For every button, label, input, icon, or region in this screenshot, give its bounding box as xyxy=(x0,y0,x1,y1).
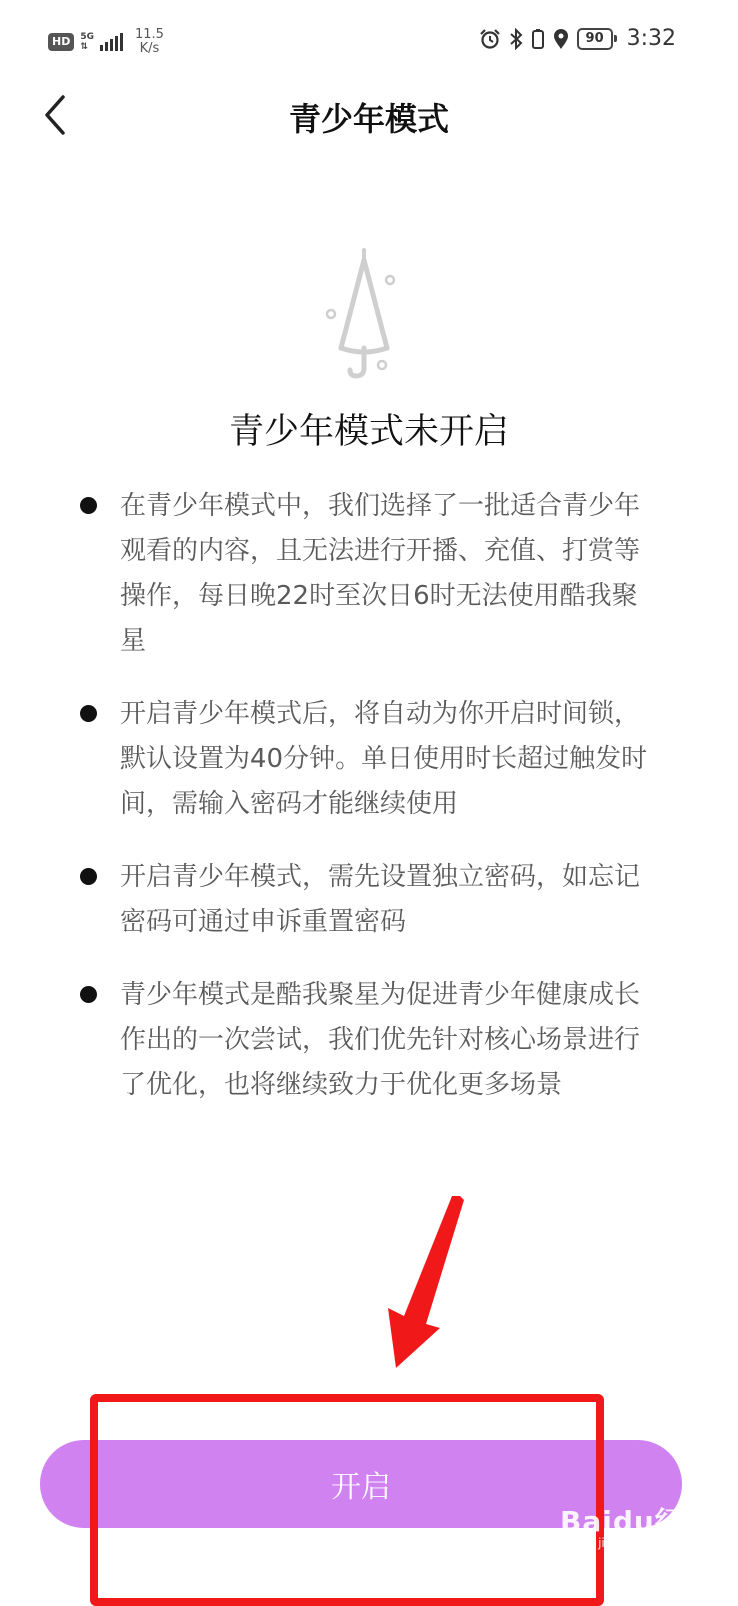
list-item xyxy=(78,484,658,664)
bullet-icon xyxy=(80,705,97,722)
data-arrows-icon: ⇅ xyxy=(80,42,88,52)
list-item-text: 在青少年模式中，我们选择了一批适合青少年观看的内容，且无法进行开播、充值、打赏等操作，每日晚22时至次日6时无法使用酷我聚星 xyxy=(120,491,641,656)
location-icon xyxy=(553,28,569,50)
network-type: 5G xyxy=(80,32,94,42)
bullet-icon xyxy=(80,497,97,514)
mode-status-title: 青少年模式未开启 xyxy=(228,412,509,452)
bullet-icon xyxy=(80,868,97,885)
list-item-text: 开启青少年模式后，将自动为你开启时间锁，默认设置为40分钟。单日使用时长超过触发时间，需输入密码才能继续使用 xyxy=(120,699,648,819)
list-item xyxy=(78,973,658,1108)
annotation-arrow-icon xyxy=(380,1192,470,1368)
page-title: 青少年模式 xyxy=(288,100,449,138)
network-speed xyxy=(135,28,164,56)
umbrella-icon xyxy=(318,246,402,382)
status-left xyxy=(48,28,164,56)
status-right xyxy=(479,26,676,51)
signal-icon xyxy=(100,33,123,51)
speed-unit: K/s xyxy=(139,41,160,56)
list-item-text: 青少年模式是酷我聚星为促进青少年健康成长作出的一次尝试，我们优先针对核心场景进行了优化，也将继续致力于优化更多场景 xyxy=(120,980,641,1100)
bluetooth-icon xyxy=(509,28,523,50)
list-item-text: 开启青少年模式，需先设置独立密码，如忘记密码可通过申诉重置密码 xyxy=(120,862,641,937)
network-indicator xyxy=(80,32,94,52)
watermark-brand: Baidu经验 xyxy=(560,1505,713,1538)
battery-icon xyxy=(577,28,613,50)
battery-level: 90 xyxy=(585,31,604,46)
alarm-icon xyxy=(479,28,501,50)
status-bar xyxy=(0,0,738,84)
vibrate-battery-icon xyxy=(531,28,545,50)
watermark-site: jingyan.baidu.com xyxy=(598,1536,709,1550)
list-item xyxy=(78,855,658,945)
header xyxy=(0,84,738,148)
info-list xyxy=(78,484,658,1136)
enable-button[interactable]: 开启 xyxy=(40,1440,682,1528)
clock: 3:32 xyxy=(626,26,676,51)
speed-value: 11.5 xyxy=(135,27,164,42)
baidu-watermark xyxy=(560,1500,713,1550)
list-item xyxy=(78,692,658,827)
hd-badge: HD xyxy=(48,33,74,51)
bullet-icon xyxy=(80,986,97,1003)
